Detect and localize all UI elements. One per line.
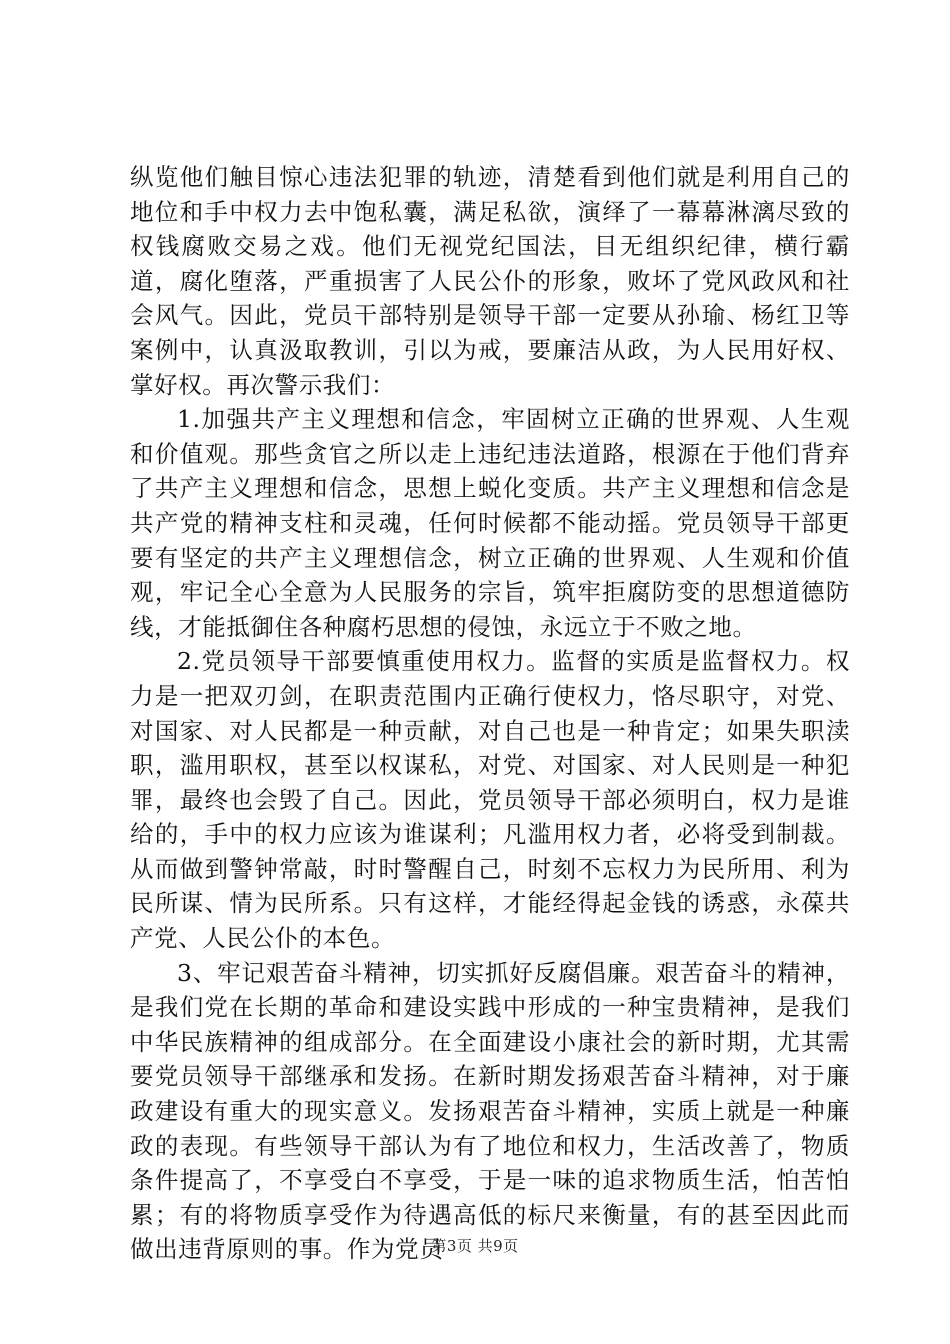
document-body xyxy=(130,160,850,1267)
paragraph-1: 纵览他们触目惊心违法犯罪的轨迹，清楚看到他们就是利用自己的地位和手中权力去中饱私囊，满足私欲，演绎了一幕幕淋漓尽致的权钱腐败交易之戏。他们无视党纪国法，目无组织纪律，横行霸道，腐化堕落，严重损害了人民公仆的形象，败坏了党风政风和社会风气。因此，党员干部特别是领导干部一定要从孙瑜、杨红卫等案例中，认真汲取教训，引以为戒，要廉洁从政，为人民用好权、掌好权。再次警示我们： xyxy=(130,163,850,399)
paragraph-3: 2.党员领导干部要慎重使用权力。监督的实质是监督权力。权力是一把双刃剑，在职责范围内正确行使权力，恪尽职守，对党、对国家、对人民都是一种贡献，对自己也是一种肯定；如果失职渎职，滥用职权，甚至以权谋私，对党、对国家、对人民则是一种犯罪，最终也会毁了自己。因此，党员领导干部必须明白，权力是谁给的，手中的权力应该为谁谋利；凡滥用权力者，必将受到制裁。从而做到警钟常敲，时时警醒自己，时刻不忘权力为民所用、利为民所谋、情为民所系。只有这样，才能经得起金钱的诱惑，永葆共产党、人民公仆的本色。 xyxy=(130,647,850,953)
page-footer xyxy=(0,1236,950,1256)
paragraph-4: 3、牢记艰苦奋斗精神，切实抓好反腐倡廉。艰苦奋斗的精神，是我们党在长期的革命和建设实践中形成的一种宝贵精神，是我们中华民族精神的组成部分。在全面建设小康社会的新时期，尤其需要党员领导干部继承和发扬。在新时期发扬艰苦奋斗精神，对于廉政建设有重大的现实意义。发扬艰苦奋斗精神，实质上就是一种廉政的表现。有些领导干部认为有了地位和权力，生活改善了，物质条件提高了，不享受白不享受，于是一味的追求物质生活，怕苦怕累；有的将物质享受作为待遇高低的标尺来衡量，有的甚至因此而做出违背原则的事。作为党员 xyxy=(130,958,850,1264)
page-number-label: 第3页 共9页 xyxy=(431,1237,519,1255)
paragraph-2: 1.加强共产主义理想和信念，牢固树立正确的世界观、人生观和价值观。那些贪官之所以走上违纪违法道路，根源在于他们背弃了共产主义理想和信念，思想上蜕化变质。共产主义理想和信念是共产党的精神支柱和灵魂，任何时候都不能动摇。党员领导干部更要有坚定的共产主义理想信念，树立正确的世界观、人生观和价值观，牢记全心全意为人民服务的宗旨，筑牢拒腐防变的思想道德防线，才能抵御住各种腐朽思想的侵蚀，永远立于不败之地。 xyxy=(130,405,850,641)
